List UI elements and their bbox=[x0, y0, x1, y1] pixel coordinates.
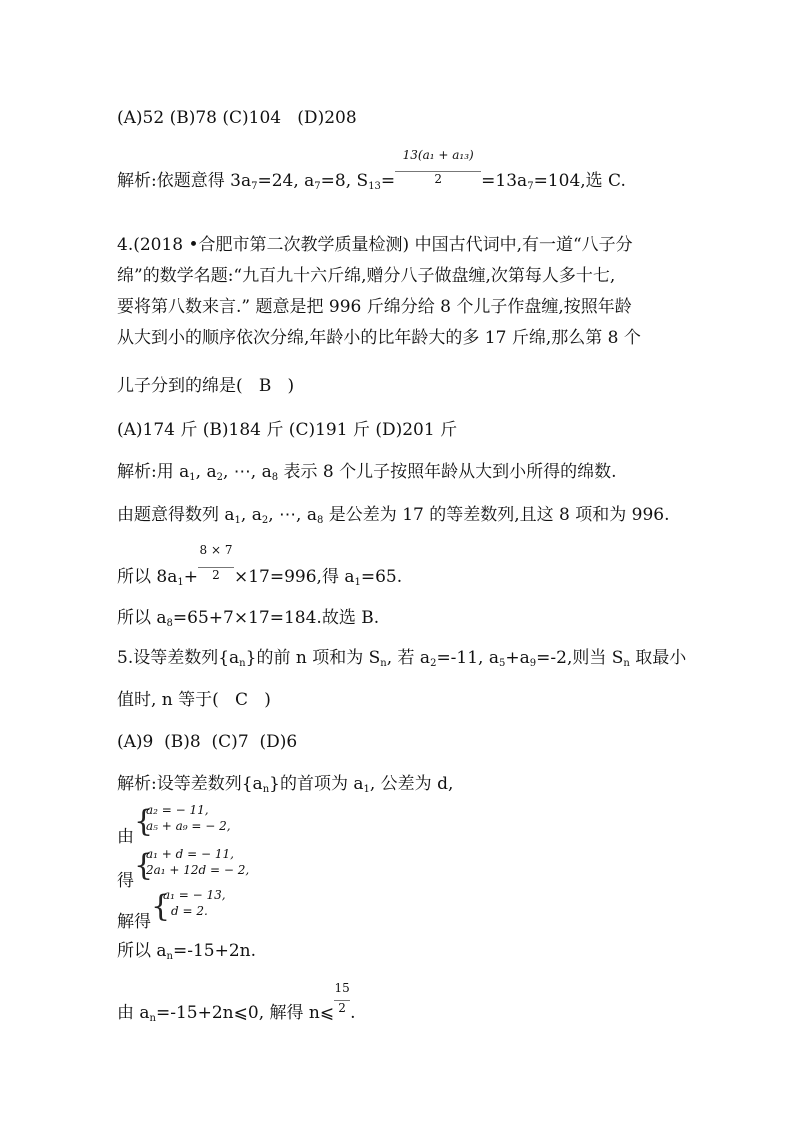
left-brace: { bbox=[134, 848, 154, 883]
q5-line-1 bbox=[117, 647, 686, 675]
q4-line-5: 儿子分到的绵是( B ) bbox=[117, 376, 295, 396]
text: =65+7×17=184.故选 B. bbox=[172, 608, 380, 628]
subscript: n bbox=[623, 658, 630, 669]
text: 是公差为 17 的等差数列,且这 8 项和为 996. bbox=[323, 505, 670, 525]
subscript: n bbox=[239, 658, 246, 669]
system-equation: a₁ + d = − 11, bbox=[146, 847, 234, 861]
text: =-15+2n. bbox=[173, 941, 257, 961]
fraction-denominator: 2 bbox=[212, 567, 220, 582]
q4-line-3: 要将第八数来言.” 题意是把 996 斤绵分给 8 个儿子作盘缠,按照年龄 bbox=[117, 297, 632, 317]
text: . bbox=[350, 1003, 356, 1023]
text: =24, a bbox=[257, 171, 315, 191]
subscript: 8 bbox=[271, 472, 279, 483]
q3-options: (A)52 (B)78 (C)104 (D)208 bbox=[117, 108, 357, 128]
text: 所以 8a bbox=[117, 567, 178, 587]
q4-line-4: 从大到小的顺序依次分绵,年龄小的比年龄大的多 17 斤绵,那么第 8 个 bbox=[117, 328, 641, 348]
text: , 公差为 d, bbox=[369, 774, 454, 794]
subscript: 2 bbox=[261, 515, 269, 526]
text: , ⋯, a bbox=[268, 505, 318, 525]
text: 取最小 bbox=[629, 648, 687, 668]
text: 解析:依题意得 3a bbox=[117, 171, 252, 191]
q4-solution-line-2 bbox=[117, 504, 670, 532]
subscript: 7 bbox=[314, 181, 321, 192]
text: = bbox=[380, 171, 396, 191]
fraction-numerator: 8 × 7 bbox=[199, 542, 233, 557]
subscript: 1 bbox=[234, 515, 241, 526]
text: , ⋯, a bbox=[222, 462, 272, 482]
q5-line-2: 值时, n 等于( C ) bbox=[117, 690, 271, 710]
fraction bbox=[395, 147, 481, 193]
subscript: n bbox=[149, 1013, 156, 1024]
text: =-15+2n⩽0, 解得 n⩽ bbox=[156, 1003, 335, 1023]
q3-solution bbox=[117, 147, 626, 198]
text: =8, S bbox=[320, 171, 369, 191]
system-equation: a₂ = − 11, bbox=[146, 803, 209, 817]
q4-options: (A)174 斤 (B)184 斤 (C)191 斤 (D)201 斤 bbox=[117, 420, 458, 440]
equation-system-2 bbox=[117, 844, 417, 891]
q5-solution-line-1 bbox=[117, 773, 453, 801]
system-lead-text: 解得 bbox=[117, 912, 151, 932]
text: =-11, a bbox=[436, 648, 500, 668]
subscript: n bbox=[262, 784, 270, 795]
left-brace: { bbox=[151, 889, 171, 924]
text: +a bbox=[505, 648, 530, 668]
subscript: n bbox=[380, 658, 387, 669]
text: =13a bbox=[481, 171, 528, 191]
system-lead-text: 由 bbox=[117, 827, 134, 847]
subscript: 2 bbox=[430, 658, 437, 669]
subscript: 1 bbox=[363, 784, 370, 795]
q4-line-1: 4.(2018 •合肥市第二次教学质量检测) 中国古代词中,有一道“八子分 bbox=[117, 235, 633, 255]
text: ×17=996,得 a bbox=[233, 567, 355, 587]
subscript: 13 bbox=[368, 181, 381, 192]
subscript: 9 bbox=[529, 658, 537, 669]
q4-solution-line-4 bbox=[117, 607, 379, 635]
text: }的前 n 项和为 S bbox=[245, 648, 381, 668]
subscript: 1 bbox=[177, 577, 184, 588]
q4-line-2: 绵”的数学名题:“九百九十六斤绵,赠分八子做盘缠,次第每人多十七, bbox=[117, 266, 616, 286]
subscript: 7 bbox=[527, 181, 534, 192]
text: =104,选 C. bbox=[533, 171, 626, 191]
fraction-numerator: 13(a₁ + a₁₃) bbox=[402, 147, 474, 162]
fraction-numerator: 15 bbox=[334, 980, 350, 995]
text: , a bbox=[240, 505, 262, 525]
text: 所以 a bbox=[117, 608, 167, 628]
text: }的首项为 a bbox=[269, 774, 364, 794]
system-equation: 2a₁ + 12d = − 2, bbox=[146, 863, 250, 877]
text: =-2,则当 S bbox=[536, 648, 624, 668]
subscript: 7 bbox=[251, 181, 258, 192]
equation-system-3 bbox=[117, 885, 417, 932]
text: 所以 a bbox=[117, 941, 167, 961]
subscript: 1 bbox=[354, 577, 361, 588]
text: 表示 8 个儿子按照年龄从大到小所得的绵数. bbox=[278, 462, 617, 482]
text: , a bbox=[195, 462, 217, 482]
subscript: 8 bbox=[166, 618, 173, 629]
text: 由题意得数列 a bbox=[117, 505, 235, 525]
text: 解析:用 a bbox=[117, 462, 190, 482]
text: 5.设等差数列{a bbox=[117, 648, 240, 668]
fraction-denominator: 2 bbox=[434, 171, 442, 186]
subscript: 5 bbox=[499, 658, 506, 669]
text: =65. bbox=[360, 567, 403, 587]
system-equation: d = 2. bbox=[171, 904, 208, 918]
text: , 若 a bbox=[386, 648, 431, 668]
fraction-denominator: 2 bbox=[338, 1000, 346, 1015]
q5-solution-line-6 bbox=[117, 980, 356, 1030]
text: 解析:设等差数列{a bbox=[117, 774, 263, 794]
subscript: n bbox=[166, 951, 173, 962]
q4-solution-line-1 bbox=[117, 461, 617, 489]
system-equation: a₅ + a₉ = − 2, bbox=[146, 819, 231, 833]
system-equation: a₁ = − 13, bbox=[163, 888, 226, 902]
subscript: 8 bbox=[317, 515, 324, 526]
text: + bbox=[183, 567, 198, 587]
subscript: 1 bbox=[189, 472, 196, 483]
subscript: 2 bbox=[216, 472, 223, 483]
q5-options: (A)9 (B)8 (C)7 (D)6 bbox=[117, 732, 298, 752]
fraction bbox=[334, 980, 350, 1025]
text: 由 a bbox=[117, 1003, 150, 1023]
q5-solution-line-5 bbox=[117, 940, 256, 968]
equation-system-1 bbox=[117, 800, 417, 847]
system-lead-text: 得 bbox=[117, 871, 134, 891]
left-brace: { bbox=[134, 804, 154, 839]
